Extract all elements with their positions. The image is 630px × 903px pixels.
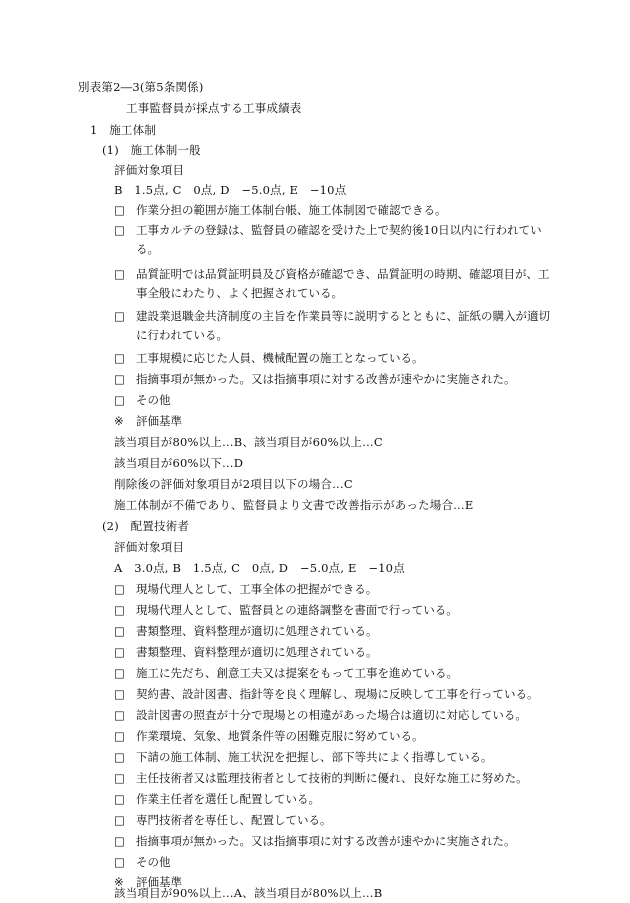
checklist-item (114, 265, 554, 302)
appendix-reference: 別表第2―3(第5条関係) (78, 80, 204, 94)
checklist-item-text: 作業分担の範囲が施工体制台帳、施工体制図で確認できる。 (136, 203, 447, 217)
checklist-item (114, 727, 554, 746)
checklist-item-text: 契約書、設計図書、指針等を良く理解し、現場に反映して工事を行っている。 (136, 687, 539, 701)
checklist-item (114, 748, 554, 767)
criteria-heading-row (114, 412, 554, 431)
checklist-item (114, 832, 554, 851)
checklist-item (114, 853, 554, 872)
checklist-item (114, 201, 554, 220)
checklist-item-text: 施工に先だち、創意工夫又は提案をもって工事を進めている。 (136, 666, 458, 680)
checklist-item (114, 769, 554, 788)
checklist-item (114, 622, 554, 641)
checkbox-icon: □ (114, 813, 125, 827)
criteria-line: 施工体制が不備であり、監督員より文書で改善指示があった場合…E (114, 498, 474, 512)
checklist-item-text: 書類整理、資料整理が適切に処理されている。 (136, 645, 378, 659)
checkbox-icon: □ (114, 708, 125, 722)
checklist-item (114, 790, 554, 809)
checklist-item (114, 706, 554, 725)
score-scale: B 1.5点, C 0点, D −5.0点, E −10点 (114, 183, 347, 197)
checkbox-icon: □ (114, 792, 125, 806)
checklist-item-text: 現場代理人として、工事全体の把握ができる。 (136, 582, 378, 596)
checkbox-icon: □ (114, 666, 125, 680)
checkbox-icon: □ (114, 582, 125, 596)
checkbox-icon: □ (114, 750, 125, 764)
checklist-item-text: 書類整理、資料整理が適切に処理されている。 (136, 624, 378, 638)
subsection-heading: (2) 配置技術者 (102, 519, 190, 533)
reference-mark-icon: ※ (114, 875, 124, 889)
reference-mark-icon: ※ (114, 414, 124, 428)
checklist-item-text: 専門技術者を専任し、配置している。 (136, 813, 332, 827)
checklist-item-text: 下請の施工体制、施工状況を把握し、部下等共によく指導している。 (136, 750, 493, 764)
checklist-item-text: 建設業退職金共済制度の主旨を作業員等に説明するとともに、証紙の購入が適切に行われている。 (136, 309, 550, 342)
checklist-item-text: その他 (136, 393, 171, 407)
criteria-line: 削除後の評価対象項目が2項目以下の場合…C (114, 477, 353, 491)
checkbox-icon: □ (114, 729, 125, 743)
checkbox-icon: □ (114, 372, 125, 386)
checklist-item (114, 349, 554, 368)
criteria-heading: 評価基準 (136, 414, 182, 428)
checkbox-icon: □ (114, 834, 125, 848)
checklist-item-text: 作業環境、気象、地質条件等の困難克服に努めている。 (136, 729, 424, 743)
evaluation-items-label: 評価対象項目 (114, 163, 185, 177)
checklist-item-text: 現場代理人として、監督員との連絡調整を書面で行っている。 (136, 603, 458, 617)
checklist-item-text: 指摘事項が無かった。又は指摘事項に対する改善が速やかに実施された。 (136, 372, 516, 386)
checkbox-icon: □ (114, 687, 125, 701)
score-scale: A 3.0点, B 1.5点, C 0点, D −5.0点, E −10点 (114, 561, 405, 575)
evaluation-items-label: 評価対象項目 (114, 540, 185, 554)
checklist-item (114, 307, 554, 344)
checkbox-icon: □ (114, 203, 125, 217)
checkbox-icon: □ (114, 309, 125, 323)
criteria-line: 該当項目が80%以上…B、該当項目が60%以上…C (114, 435, 383, 449)
checklist-item (114, 685, 554, 704)
document-title: 工事監督員が採点する工事成績表 (126, 101, 302, 115)
checkbox-icon: □ (114, 603, 125, 617)
checkbox-icon: □ (114, 624, 125, 638)
checkbox-icon: □ (114, 855, 125, 869)
checkbox-icon: □ (114, 267, 125, 281)
checklist-item-text: その他 (136, 855, 171, 869)
section-heading: 1 施工体制 (90, 123, 157, 137)
checklist-item (114, 643, 554, 662)
checkbox-icon: □ (114, 223, 125, 237)
checkbox-icon: □ (114, 351, 125, 365)
criteria-heading: 評価基準 (136, 875, 182, 889)
checkbox-icon: □ (114, 771, 125, 785)
checklist-item-text: 工事カルテの登録は、監督員の確認を受けた上で契約後10日以内に行われている。 (136, 223, 542, 256)
checklist-item (114, 580, 554, 599)
checklist-item (114, 391, 554, 410)
checklist-item (114, 370, 554, 389)
checklist-item-text: 作業主任者を選任し配置している。 (136, 792, 320, 806)
checklist-item (114, 601, 554, 620)
checkbox-icon: □ (114, 393, 125, 407)
checkbox-icon: □ (114, 645, 125, 659)
checklist-item-text: 設計図書の照査が十分で現場との相違があった場合は適切に対応している。 (136, 708, 527, 722)
checklist-item-text: 品質証明では品質証明員及び資格が確認でき、品質証明の時期、確認項目が、工事全般にわたり、よく把握されている。 (136, 267, 550, 300)
checklist-item (114, 664, 554, 683)
checklist-item-text: 工事規模に応じた人員、機械配置の施工となっている。 (136, 351, 424, 365)
checklist-item-text: 指摘事項が無かった。又は指摘事項に対する改善が速やかに実施された。 (136, 834, 516, 848)
criteria-line: 該当項目が90%以上…A、該当項目が80%以上…B (114, 886, 383, 900)
subsection-heading: (1) 施工体制一般 (102, 143, 201, 157)
criteria-line: 該当項目が60%以下…D (114, 456, 244, 470)
checklist-item (114, 811, 554, 830)
checklist-item (114, 221, 554, 258)
checklist-item-text: 主任技術者又は監理技術者として技術的判断に優れ、良好な施工に努めた。 (136, 771, 528, 785)
